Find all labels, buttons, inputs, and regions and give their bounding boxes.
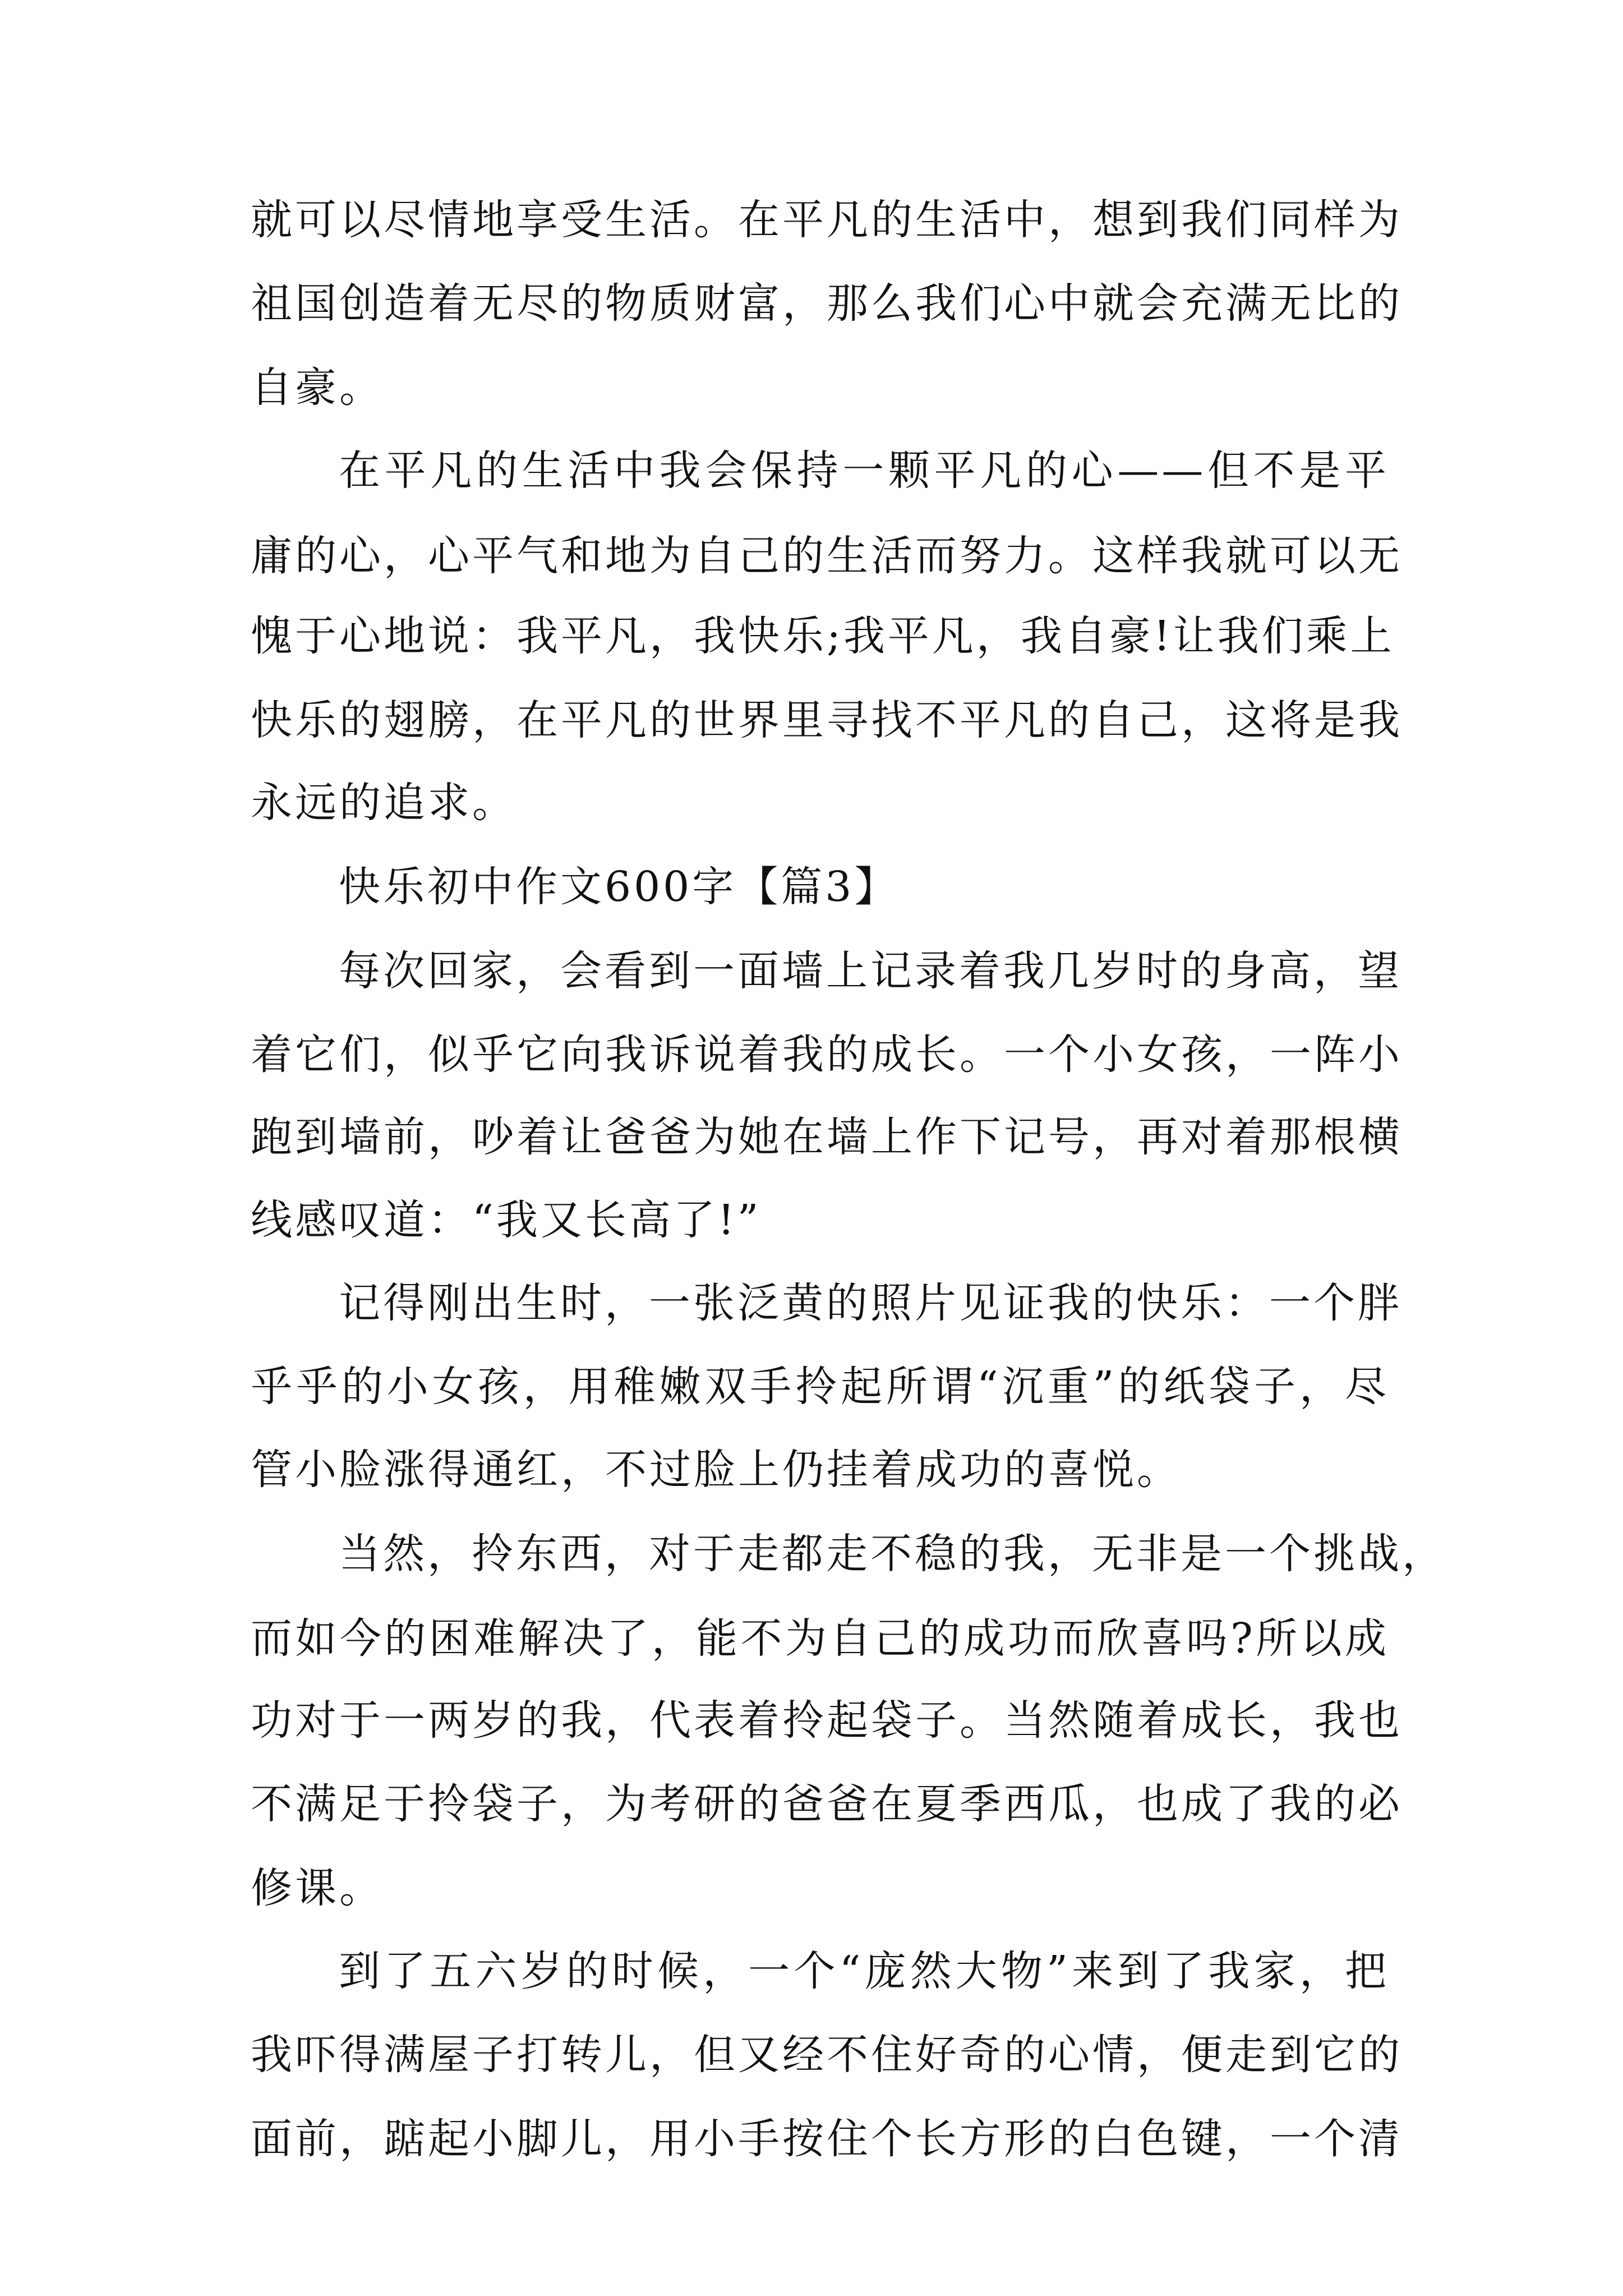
section-heading: 快乐初中作文600字【篇3】	[339, 863, 899, 911]
paragraph-1-line-2: 祖国创造着无尽的物质财富，那么我们心中就会充满无比的	[251, 279, 1403, 328]
paragraph-2-line-1: 在平凡的生活中我会保持一颗平凡的心——但不是平	[339, 447, 1389, 495]
paragraph-4-line-2: 乎乎的小女孩，用稚嫩双手拎起所谓“沉重”的纸袋子，尽	[251, 1363, 1389, 1411]
paragraph-2-line-4: 快乐的翅膀，在平凡的世界里寻找不平凡的自己，这将是我	[251, 696, 1403, 744]
paragraph-3-line-4: 线感叹道：“我又长高了!”	[251, 1196, 762, 1244]
paragraph-5-line-3: 功对于一两岁的我，代表着拎起袋子。当然随着成长，我也	[251, 1696, 1403, 1745]
paragraph-5-line-4: 不满足于拎袋子，为考研的爸爸在夏季西瓜，也成了我的必	[251, 1780, 1403, 1828]
paragraph-5-line-1: 当然，拎东西，对于走都走不稳的我，无非是一个挑战，	[339, 1530, 1446, 1578]
paragraph-2-line-3: 愧于心地说：我平凡，我快乐;我平凡，我自豪!让我们乘上	[251, 612, 1395, 660]
paragraph-4-line-3: 管小脸涨得通红，不过脸上仍挂着成功的喜悦。	[251, 1446, 1181, 1494]
paragraph-5-line-2: 而如今的困难解决了，能不为自己的成功而欣喜吗?所以成	[251, 1614, 1389, 1663]
paragraph-6-line-2: 我吓得满屋子打转儿，但又经不住好奇的心情，便走到它的	[251, 2031, 1403, 2079]
paragraph-1-line-1: 就可以尽情地享受生活。在平凡的生活中，想到我们同样为	[251, 196, 1403, 244]
paragraph-6-line-1: 到了五六岁的时候，一个“庞然大物”来到了我家，把	[339, 1947, 1389, 1995]
paragraph-5-line-5: 修课。	[251, 1864, 384, 1912]
paragraph-2-line-2: 庸的心，心平气和地为自己的生活而努力。这样我就可以无	[251, 532, 1403, 580]
paragraph-1-line-3: 自豪。	[251, 364, 384, 412]
paragraph-2-line-5: 永远的追求。	[251, 779, 517, 827]
paragraph-3-line-2: 着它们，似乎它向我诉说着我的成长。一个小女孩，一阵小	[251, 1030, 1403, 1079]
paragraph-4-line-1: 记得刚出生时，一张泛黄的照片见证我的快乐：一个胖	[339, 1279, 1402, 1327]
paragraph-3-line-1: 每次回家，会看到一面墙上记录着我几岁时的身高，望	[339, 947, 1402, 995]
paragraph-6-line-3: 面前，踮起小脚儿，用小手按住个长方形的白色键，一个清	[251, 2115, 1403, 2163]
paragraph-3-line-3: 跑到墙前，吵着让爸爸为她在墙上作下记号，再对着那根横	[251, 1113, 1403, 1161]
